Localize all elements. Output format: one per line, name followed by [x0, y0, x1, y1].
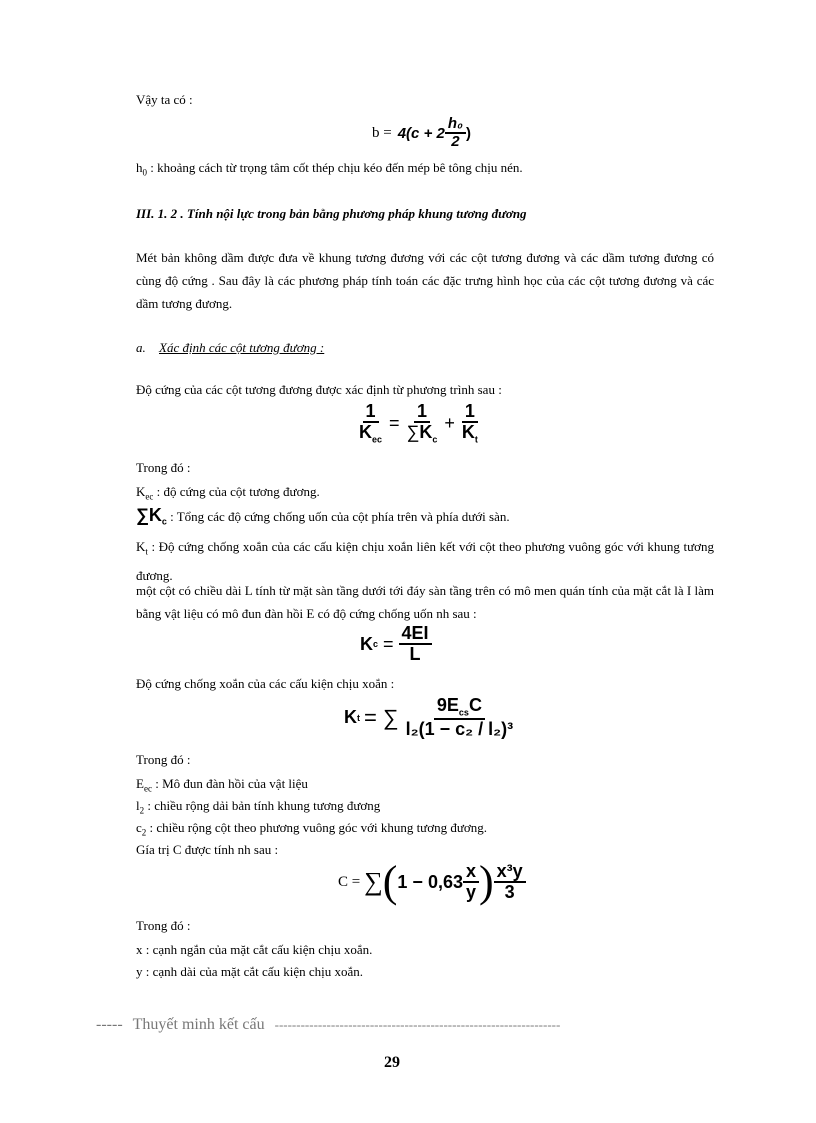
- stiffness-intro: Độ cứng của các cột tương đương được xác định từ phương trình sau :: [136, 382, 502, 397]
- eq3-den: l₂(1 − c₂ / l₂)³: [405, 719, 514, 740]
- eq1-den2-sub: c: [432, 434, 438, 445]
- eq4-fx: x: [463, 862, 479, 883]
- x-definition: x : cạnh ngắn của mặt cắt cấu kiện chịu xoắn.: [136, 942, 373, 957]
- footer-suffix: ------------------------------------------------------------------: [274, 1017, 561, 1032]
- eq1-sum: ∑: [406, 421, 420, 442]
- equation-stiffness: [356, 402, 481, 445]
- eq1-den3-sub: t: [474, 434, 478, 445]
- kc-symbol: ∑K: [136, 505, 162, 525]
- paragraph-intro: [136, 246, 714, 315]
- footer: [96, 1016, 560, 1034]
- equation-c: [338, 857, 526, 906]
- column-text: một cột có chiều dài L tính từ mặt sàn tầng dưới tới đáy sàn tầng trên có mô men quán tính của mặt cắt là I làm bằng vật liệu có mô đun đàn hồi E có độ cứng chống uốn nh sau :: [136, 583, 714, 621]
- eq4-num2: x³y: [494, 862, 526, 883]
- eq2-lhs-sub: c: [373, 639, 379, 650]
- kc-sub: c: [161, 516, 167, 527]
- l2-text: : chiều rộng dải bản tính khung tương đương: [144, 798, 381, 813]
- footer-prefix: -----: [96, 1016, 123, 1033]
- subsection-a-label: a.: [136, 340, 146, 355]
- ecs-definition: [136, 776, 308, 794]
- eq1-num1: 1: [363, 402, 379, 423]
- eq3-num-tail: C: [468, 695, 482, 715]
- formula-b-num: h₀: [445, 116, 466, 134]
- l2-symbol: l: [136, 798, 140, 813]
- c-intro: Gía trị C được tính nh sau :: [136, 842, 279, 857]
- formula-b-fraction: [445, 116, 466, 150]
- kec-sub: ec: [145, 491, 154, 502]
- section-heading: III. 1. 2 . Tính nội lực trong bản bằng phương pháp khung tương đương: [136, 206, 527, 221]
- kt-text: : Độ cứng chống xoắn của các cấu kiện chịu xoắn liên kết với cột theo phương vuông góc với khung tương đương.: [136, 539, 714, 583]
- kt-sub: t: [145, 546, 148, 557]
- torsion-intro: Độ cứng chống xoắn của các cấu kiện chịu xoắn :: [136, 676, 395, 691]
- eq4-fy: y: [465, 881, 476, 902]
- subsection-a-title: Xác định các cột tương đương :: [159, 340, 325, 355]
- kt-symbol: K: [136, 539, 146, 554]
- eq1-frac-kt: [459, 402, 481, 445]
- equation-kt: [344, 696, 516, 740]
- c2-definition: [136, 820, 487, 838]
- eq1-den1: K: [359, 421, 372, 442]
- eq3-num: 9E: [436, 695, 459, 715]
- kec-text: : độ cứng của cột tương đương.: [153, 484, 320, 499]
- equation-kc: [360, 624, 432, 665]
- eq3-fraction: [403, 696, 517, 740]
- eq3-equals-sum: = ∑: [364, 704, 399, 730]
- eq1-num3: 1: [462, 402, 478, 423]
- footer-title: Thuyết minh kết cấu: [132, 1016, 265, 1033]
- eq1-num2: 1: [414, 402, 430, 423]
- ecs-sub: ec: [143, 783, 152, 794]
- h0-text: : khoảng cách từ trọng tâm cốt thép chịu kéo đến mép bê tông chịu nén.: [147, 160, 523, 175]
- c2-text: : chiều rộng cột theo phương vuông góc với khung tương đương.: [146, 820, 488, 835]
- intro-text: Vậy ta có :: [136, 92, 193, 107]
- formula-b-den: 2: [451, 132, 460, 150]
- c2-sub: 2: [141, 827, 147, 838]
- eq2-lhs: K: [360, 633, 373, 654]
- eq4-frac-x3y: [494, 862, 526, 903]
- subsection-a: [136, 340, 324, 356]
- eq4-open-paren: (: [382, 857, 398, 906]
- eq4-close-paren: ): [479, 857, 494, 906]
- h0-symbol: h: [136, 160, 143, 175]
- c2-symbol: c: [136, 820, 142, 835]
- formula-b: [372, 116, 471, 150]
- eq1-plus: +: [444, 413, 455, 434]
- h0-sub: 0: [142, 167, 147, 178]
- eq1-den1-sub: ec: [372, 434, 383, 445]
- ecs-text: : Mô đun đàn hồi của vật liệu: [151, 776, 308, 791]
- eq3-num-sub: cs: [458, 707, 469, 718]
- eq4-frac-xy: [463, 862, 479, 903]
- where-label-2: Trong đó :: [136, 752, 191, 767]
- ecs-symbol: E: [136, 776, 144, 791]
- where-label-1: Trong đó :: [136, 460, 191, 475]
- h0-definition: [136, 160, 523, 178]
- eq1-den2: K: [419, 421, 433, 442]
- eq3-lhs-sub: t: [357, 712, 360, 723]
- y-definition: y : cạnh dài của mặt cắt cấu kiện chịu xoắn.: [136, 964, 364, 979]
- eq3-lhs: K: [344, 707, 357, 728]
- page-number: 29: [384, 1054, 400, 1071]
- eq2-num: 4EI: [399, 624, 432, 645]
- eq4-term: 1 − 0,63: [397, 871, 463, 892]
- eq2-den: L: [409, 643, 421, 664]
- formula-b-lhs: b =: [372, 124, 392, 141]
- eq2-fraction: [399, 624, 432, 665]
- formula-b-suffix: ): [465, 124, 471, 142]
- kec-definition: [136, 484, 320, 502]
- where-label-3: Trong đó :: [136, 918, 191, 933]
- eq4-sum: ∑: [364, 867, 383, 896]
- eq2-equals: =: [383, 633, 394, 654]
- eq1-frac-lhs: [356, 402, 385, 445]
- eq1-equals: =: [389, 413, 400, 434]
- paragraph-intro-text: Mét bản không dầm được đưa về khung tương đương với các cột tương đương và các dầm tương đương có cùng độ cứng . Sau đây là các phương pháp tính toán các đặc trưng hình học của các cột tương đương và các dầm tương đương.: [136, 250, 714, 311]
- kc-definition: [136, 505, 510, 527]
- eq1-den3: K: [461, 421, 475, 442]
- eq1-frac-kc: [404, 402, 441, 445]
- formula-b-prefix: 4(c + 2: [397, 124, 445, 142]
- kc-text: : Tổng các độ cứng chống uốn của cột phía trên và phía dưới sàn.: [166, 509, 510, 524]
- l2-sub: 2: [139, 805, 145, 816]
- eq4-den2: 3: [504, 881, 515, 902]
- l2-definition: [136, 798, 380, 816]
- kec-symbol: K: [136, 484, 146, 499]
- eq4-lhs: C =: [338, 873, 361, 890]
